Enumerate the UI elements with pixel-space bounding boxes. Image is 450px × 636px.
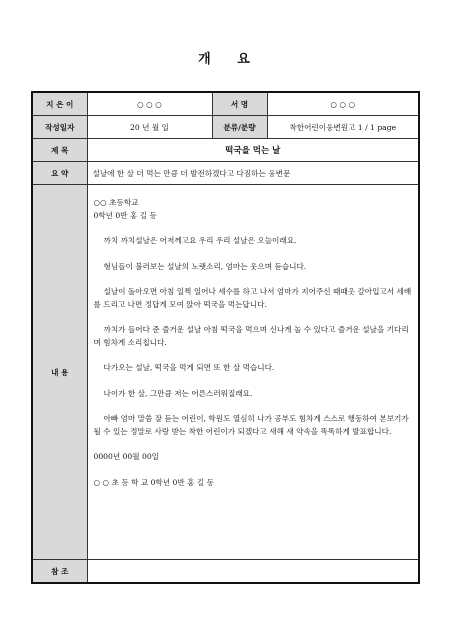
school-line: ○○ 초등학교 bbox=[93, 198, 139, 207]
category-label: 분류/분량 bbox=[212, 116, 267, 139]
document-title: 개 요 bbox=[198, 52, 252, 67]
subject-label: 제 목 bbox=[32, 139, 87, 162]
date-line: 0000년 00월 00일 bbox=[93, 452, 159, 461]
paragraph: 나이가 한 살, 그만큼 저는 어른스러워질래요. bbox=[103, 388, 253, 398]
student-line: 0학년 0반 홍 길 동 bbox=[93, 210, 157, 220]
name-label: 서 명 bbox=[212, 92, 267, 116]
signature-line: ○ ○ 초 등 학 교 0학년 0반 홍 길 동 bbox=[93, 477, 214, 487]
author-row bbox=[32, 92, 419, 116]
name-value: ○ ○ ○ bbox=[267, 92, 419, 116]
date-value: 20 년 월 일 bbox=[87, 116, 212, 139]
subject-row bbox=[32, 139, 419, 162]
content-body bbox=[87, 185, 419, 560]
paragraph: 아빠 엄마 말씀 잘 듣는 어린이, 학원도 열심히 나가 공부도 힘차게 스스로 행동하여 본보기가 될 수 있는 정말로 사랑 받는 착한 어린이가 되겠다고 새해 새 약속을 똑똑하게 발표합니다. bbox=[93, 414, 409, 436]
reference-row bbox=[32, 560, 419, 584]
summary-value: 설날에 한 살 더 먹는 만큼 더 발전하겠다고 다짐하는 웅변문 bbox=[87, 162, 419, 185]
content-row bbox=[32, 185, 419, 560]
overview-table bbox=[31, 91, 420, 584]
paragraph: 설날이 돌아오면 아침 일찍 일어나 세수를 하고 나서 엄마가 지어주신 때때옷 갈아입고서 세배를 드리고 나면 정답게 모여 앉아 떡국을 먹는답니다. bbox=[93, 287, 412, 309]
author-value: ○ ○ ○ bbox=[87, 92, 212, 116]
summary-row bbox=[32, 162, 419, 185]
author-label: 지 은 이 bbox=[32, 92, 87, 116]
paragraph: 까치 까치설날은 어저께고요 우리 우리 설날은 오늘이래요. bbox=[103, 236, 297, 245]
paragraph: 까치가 들어다 준 즐거운 설날 아침 떡국을 먹으며 신나게 놀 수 있다고 즐거운 설날을 기다리며 힘차게 소리칩니다. bbox=[93, 325, 409, 347]
summary-label: 요 약 bbox=[32, 162, 87, 185]
paragraph: 다가오는 설날, 떡국을 먹게 되면 또 한 살 먹습니다. bbox=[103, 363, 275, 372]
category-value: 착한어린이웅변원고 1 / 1 page bbox=[267, 116, 419, 139]
date-row bbox=[32, 116, 419, 139]
date-label: 작성일자 bbox=[32, 116, 87, 139]
subject-value: 떡국을 먹는 날 bbox=[87, 139, 419, 162]
reference-value bbox=[87, 560, 419, 584]
paragraph: 형님들이 불러보는 설날의 노랫소리, 엄마는 웃으며 듣습니다. bbox=[103, 261, 307, 271]
content-label: 내 용 bbox=[32, 185, 87, 560]
reference-label: 참 조 bbox=[32, 560, 87, 584]
